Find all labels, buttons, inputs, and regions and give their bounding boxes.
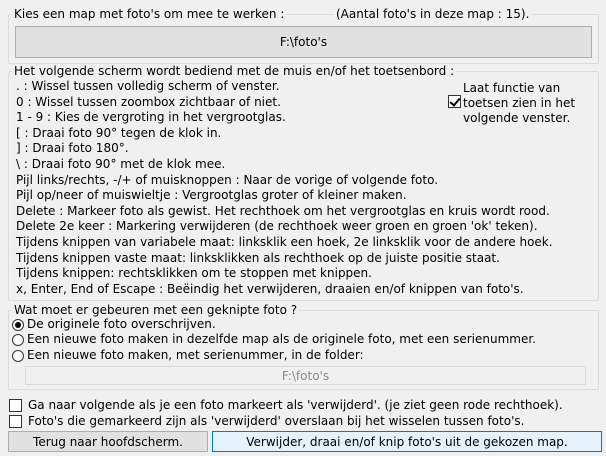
edited-photo-legend: Wat moet er gebeuren met een geknipte foto ?	[14, 303, 298, 317]
instruction-line: Delete : Markeer foto als gewist. Het rechthoek om het vergrootglas en kruis wordt rood.	[16, 204, 550, 218]
next-on-delete-checkbox[interactable]	[9, 399, 22, 412]
instruction-line: x, Enter, End of Escape : Beëindig het verwijderen, draaien en/of knippen van foto's.	[16, 282, 524, 296]
instruction-line: . : Wissel tussen volledig scherm of venster.	[16, 79, 280, 93]
other-folder-label[interactable]: Een nieuwe foto maken, met serienummer, in de folder:	[27, 348, 364, 362]
instruction-line: Tijdens knippen: rechtsklikken om te stoppen met knippen.	[16, 266, 372, 280]
back-to-main-button[interactable]: Terug naar hoofdscherm.	[8, 431, 208, 452]
photo-count: (Aantal foto's in deze map : 15).	[336, 7, 530, 21]
show-keys-checkbox[interactable]	[448, 95, 461, 108]
instruction-line: Pijl links/rechts, -/+ of muisknoppen : Naar de vorige of volgende foto.	[16, 173, 439, 187]
folder-prompt: Kies een map met foto's om mee te werken :	[14, 7, 285, 21]
overwrite-radio[interactable]	[12, 319, 24, 331]
choose-folder-button[interactable]: F:\foto's	[15, 26, 592, 58]
instruction-line: \ : Draai foto 90° met de klok mee.	[16, 157, 226, 171]
other-folder-radio[interactable]	[12, 350, 24, 362]
instruction-line: [ : Draai foto 90° tegen de klok in.	[16, 126, 222, 140]
instructions-legend: Het volgende scherm wordt bediend met de muis en/of het toetsenbord :	[14, 64, 455, 78]
same-folder-radio[interactable]	[12, 334, 24, 346]
instruction-line: 0 : Wissel tussen zoombox zichtbaar of niet.	[16, 95, 281, 109]
skip-deleted-checkbox[interactable]	[9, 415, 22, 428]
instruction-line: Tijdens knippen vaste maat: linksklikken als rechthoek op de juiste positie staat.	[16, 251, 500, 265]
target-folder-field[interactable]: F:\foto's	[25, 366, 586, 385]
instruction-line: ] : Draai foto 180°.	[16, 141, 129, 155]
instruction-line: Delete 2e keer : Markering verwijderen (de rechthoek weer groen en groen 'ok' teken).	[16, 219, 538, 233]
next-on-delete-label[interactable]: Ga naar volgende als je een foto markeert als 'verwijderd'. (je ziet geen rode rechthoek).	[28, 398, 563, 412]
skip-deleted-label[interactable]: Foto's die gemarkeerd zijn als 'verwijderd' overslaan bij het wisselen tussen foto's.	[28, 414, 525, 428]
show-keys-label[interactable]: Laat functie van toetsen zien in het volgende venster.	[463, 81, 576, 125]
run-button[interactable]: Verwijder, draai en/of knip foto's uit de gekozen map.	[212, 431, 602, 452]
overwrite-label[interactable]: De originele foto overschrijven.	[27, 317, 216, 331]
instruction-line: Pijl op/neer of muiswieltje : Vergrootglas groter of kleiner maken.	[16, 188, 407, 202]
instruction-line: Tijdens knippen van variabele maat: linksklik een hoek, 2e linksklik voor de andere hoek.	[16, 235, 553, 249]
same-folder-label[interactable]: Een nieuwe foto maken in dezelfde map als de originele foto, met een serienummer.	[27, 332, 536, 346]
instruction-line: 1 - 9 : Kies de vergroting in het vergrootglas.	[16, 110, 286, 124]
